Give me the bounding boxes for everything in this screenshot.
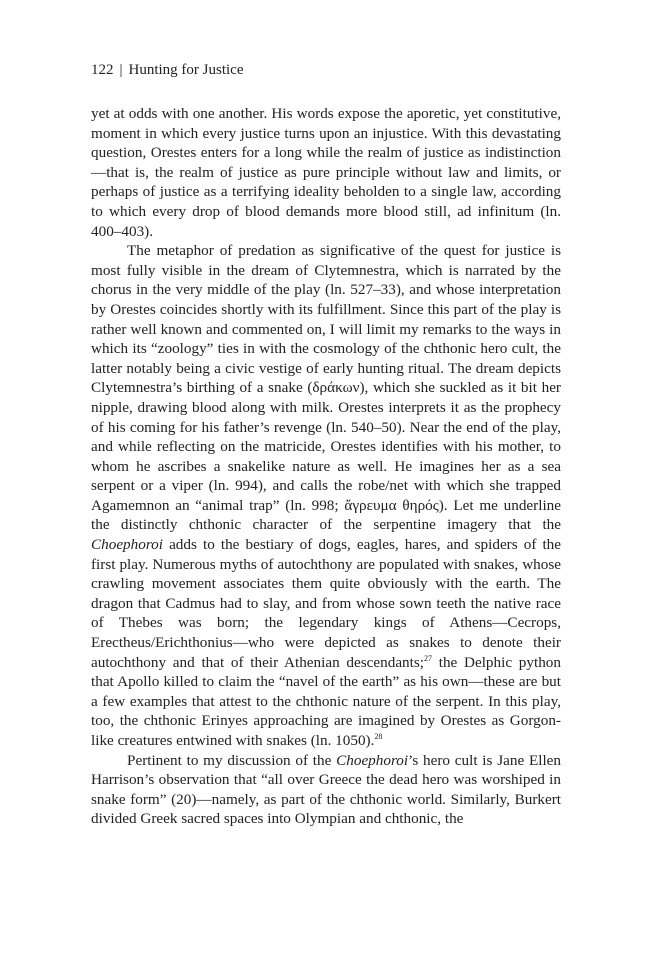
page-number: 122 (91, 62, 114, 78)
italic-title: Choephoroi (91, 536, 163, 554)
running-header (91, 61, 244, 79)
paragraph-3 (91, 751, 561, 829)
paragraph-text: the Delphic python that Apollo killed to claim the “navel of the earth” as his own—these are but a few examples that attest to the chthonic nature of the serpent. In this play, too, the chthonic Erinyes approaching are imagined by Orestes as Gorgon-like creatures entwined with snakes (ln. 1050). (91, 653, 561, 749)
paragraph-text: yet at odds with one another. His words expose the aporetic, yet constitutive, moment in which every justice turns upon an injustice. With this devastating question, Orestes enters for a long while the realm of justice as indistinction—that is, the realm of justice as pure principle without law and limits, or perhaps of justice as a terrifying ideality beholden to a single law, according to which every drop of blood demands more blood still, ad infinitum (ln. 400–403). (91, 105, 561, 240)
paragraph-text: ’s hero cult is Jane Ellen Harrison’s observation that “all over Greece the dead hero was worshiped in snake form” (20)—namely, as part of the chthonic world. Similarly, Burkert divided Greek sacred spaces into Olympian and chthonic, the (91, 751, 561, 828)
paragraph-text: The metaphor of predation as significative of the quest for justice is most fully visible in the dream of Clytemnestra, which is narrated by the chorus in the very middle of the play (ln. 527–33), and whose interpretation by Orestes coincides shortly with its fulfillment. Since this part of the play is rather well known and commented on, I will limit my remarks to the ways in which its “zoology” ties in with the cosmology of the chthonic hero cult, the latter notably being a civic vestige of early hunting ritual. The dream depicts Clytemnestra’s birthing of a snake (δράκων), which she suckled as it bit her nipple, drawing blood along with milk. Orestes interprets it as the prophecy of his coming for his father’s revenge (ln. 540–50). Near the end of the play, and while reflecting on the matricide, Orestes identifies with his mother, to whom he ascribes a snakelike nature as well. He imagines her as a sea serpent or a viper (ln. 994), and calls the robe/net with which she trapped Agamemnon an “animal trap” (ln. 998; ἄγρευμα θηρός). Let me underline the distinctly chthonic character of the serpentine imagery that the (91, 242, 561, 534)
body-text (91, 104, 561, 829)
paragraph-text: adds to the bestiary of dogs, eagles, hares, and spiders of the first play. Numerous myths of autochthony are populated with snakes, whose crawling movement associates them quite obviously with the earth. The dragon that Cadmus had to slay, and from whose sown teeth the native race of Thebes was born; the legendary kings of Athens—Cecrops, Erectheus/Erichthonius—who were depicted as snakes to denote their autochthony and that of their Athenian descendants; (91, 536, 561, 671)
paragraph-1 (91, 104, 561, 241)
header-separator: | (119, 62, 123, 78)
footnote-ref-27: 27 (424, 653, 433, 663)
italic-title: Choephoroi (336, 751, 409, 769)
paragraph-2 (91, 241, 561, 750)
footnote-ref-28: 28 (374, 731, 383, 741)
running-title: Hunting for Justice (128, 62, 244, 78)
paragraph-text: Pertinent to my discussion of the (127, 751, 337, 769)
